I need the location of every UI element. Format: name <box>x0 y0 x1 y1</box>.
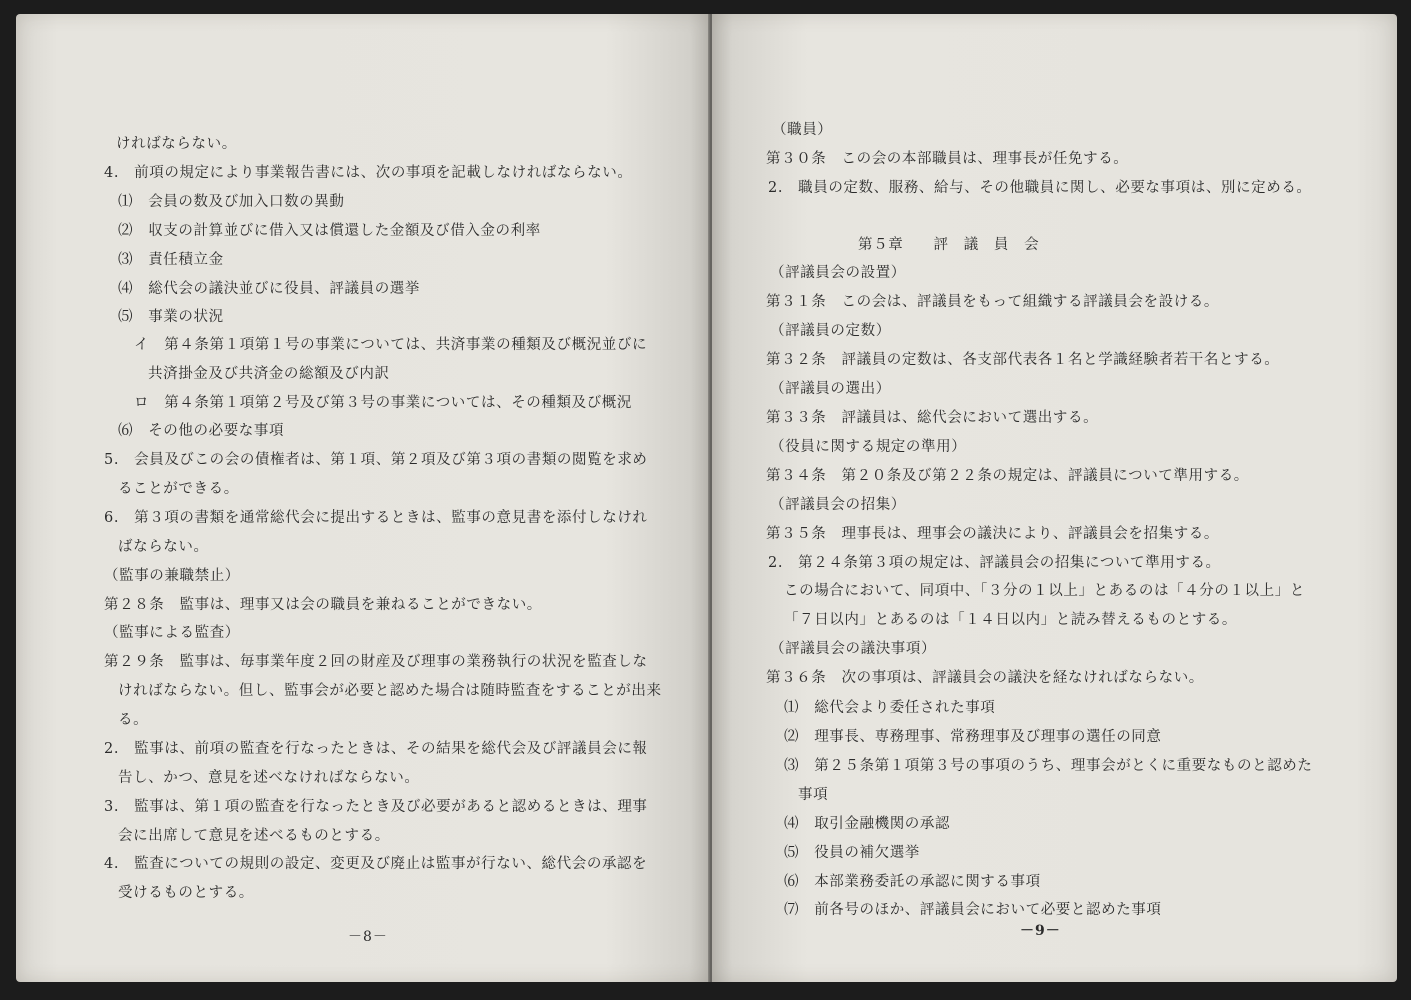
text-line: 4. 前項の規定により事業報告書には、次の事項を記載しなければならない。 <box>104 165 633 181</box>
article-line: 第３５条 理事長は、理事会の議決により、評議員会を招集する。 <box>766 526 1219 542</box>
text-line: 2. 監事は、前項の監査を行なったときは、その結果を総代会及び評議員会に報 <box>104 741 648 757</box>
text-line: この場合において、同項中、「３分の１以上」とあるのは「４分の１以上」と <box>784 583 1305 599</box>
page-number: －8－ <box>348 929 388 945</box>
article-line: 第３３条 評議員は、総代会において選出する。 <box>766 410 1099 426</box>
text-line: 2. 第２４条第３項の規定は、評議員会の招集について準用する。 <box>768 555 1221 571</box>
text-line: 事項 <box>798 787 829 803</box>
text-line: ⑴ 総代会より委任された事項 <box>784 700 996 716</box>
text-line: ⑸ 事業の状況 <box>118 309 224 325</box>
text-line: ⑴ 会員の数及び加入口数の異動 <box>118 194 345 210</box>
text-line: 告し、かつ、意見を述べなければならない。 <box>118 770 420 786</box>
left-page <box>16 14 710 982</box>
text-line: ⑵ 理事長、専務理事、常務理事及び理事の選任の同意 <box>784 729 1162 745</box>
text-line: 会に出席して意見を述べるものとする。 <box>118 828 390 844</box>
text-line: 共済掛金及び共済金の総額及び内訳 <box>148 366 390 382</box>
right-page <box>712 14 1397 982</box>
article-line: 第２８条 監事は、理事又は会の職員を兼ねることができない。 <box>104 597 542 613</box>
text-line: ⑷ 取引金融機関の承認 <box>784 816 951 832</box>
text-line: ⑸ 役員の補欠選挙 <box>784 845 920 861</box>
text-line: ⑵ 収支の計算並びに借入又は償還した金額及び借入金の利率 <box>118 223 541 239</box>
section-heading: （評議員会の招集） <box>770 497 906 513</box>
text-line: 4. 監査についての規則の設定、変更及び廃止は監事が行ない、総代会の承認を <box>104 856 648 872</box>
text-line: ⑶ 責任積立金 <box>118 252 224 268</box>
text-line: ることができる。 <box>118 481 239 497</box>
article-line: 第２９条 監事は、毎事業年度２回の財産及び理事の業務執行の状況を監査しな <box>104 654 648 670</box>
text-line: ⑹ その他の必要な事項 <box>118 423 285 439</box>
section-heading: （役員に関する規定の準用） <box>770 439 967 455</box>
text-line: る。 <box>118 712 149 728</box>
section-heading: （職員） <box>772 122 833 138</box>
text-line: 受けるものとする。 <box>118 885 254 901</box>
text-line: 2. 職員の定数、服務、給与、その他職員に関し、必要な事項は、別に定める。 <box>768 180 1312 196</box>
text-line: 3. 監事は、第１項の監査を行なったとき及び必要があると認めるときは、理事 <box>104 799 648 815</box>
text-line: ⑹ 本部業務委託の承認に関する事項 <box>784 874 1041 890</box>
article-line: 第３１条 この会は、評議員をもって組織する評議員会を設ける。 <box>766 294 1219 310</box>
section-heading: （評議員会の議決事項） <box>770 641 937 657</box>
text-line: イ 第４条第１項第１号の事業については、共済事業の種類及び概況並びに <box>134 337 648 353</box>
text-line: 5. 会員及びこの会の債権者は、第１項、第２項及び第３項の書類の閲覧を求め <box>104 452 648 468</box>
page-number: －9－ <box>1020 923 1061 939</box>
section-heading: （評議員会の設置） <box>770 265 906 281</box>
text-line: ロ 第４条第１項第２号及び第３号の事業については、その種類及び概況 <box>134 395 633 411</box>
text-line: ⑶ 第２５条第１項第３号の事項のうち、理事会がとくに重要なものと認めた <box>784 758 1313 774</box>
article-line: 第３２条 評議員の定数は、各支部代表各１名と学識経験者若干名とする。 <box>766 352 1280 368</box>
text-line: 6. 第３項の書類を通常総代会に提出するときは、監事の意見書を添付しなけれ <box>104 510 648 526</box>
article-line: 第３６条 次の事項は、評議員会の議決を経なければならない。 <box>766 670 1204 686</box>
section-heading: （監事による監査） <box>104 625 240 641</box>
section-heading: （監事の兼職禁止） <box>104 568 240 584</box>
article-line: 第３０条 この会の本部職員は、理事長が任免する。 <box>766 151 1129 167</box>
section-heading: （評議員の定数） <box>770 323 891 339</box>
chapter-title: 第５章 評 議 員 会 <box>858 237 1040 253</box>
text-line: ばならない。 <box>118 539 209 555</box>
text-line: ⑺ 前各号のほか、評議員会において必要と認めた事項 <box>784 902 1162 918</box>
text-line: ⑷ 総代会の議決並びに役員、評議員の選挙 <box>118 281 420 297</box>
article-line: 第３４条 第２０条及び第２２条の規定は、評議員について準用する。 <box>766 468 1249 484</box>
text-line: 「７日以内」とあるのは「１４日以内」と読み替えるものとする。 <box>784 612 1237 628</box>
section-heading: （評議員の選出） <box>770 381 891 397</box>
text-line: ければならない。 <box>116 136 237 152</box>
text-line: ければならない。但し、監事会が必要と認めた場合は随時監査をすることが出来 <box>118 683 662 699</box>
